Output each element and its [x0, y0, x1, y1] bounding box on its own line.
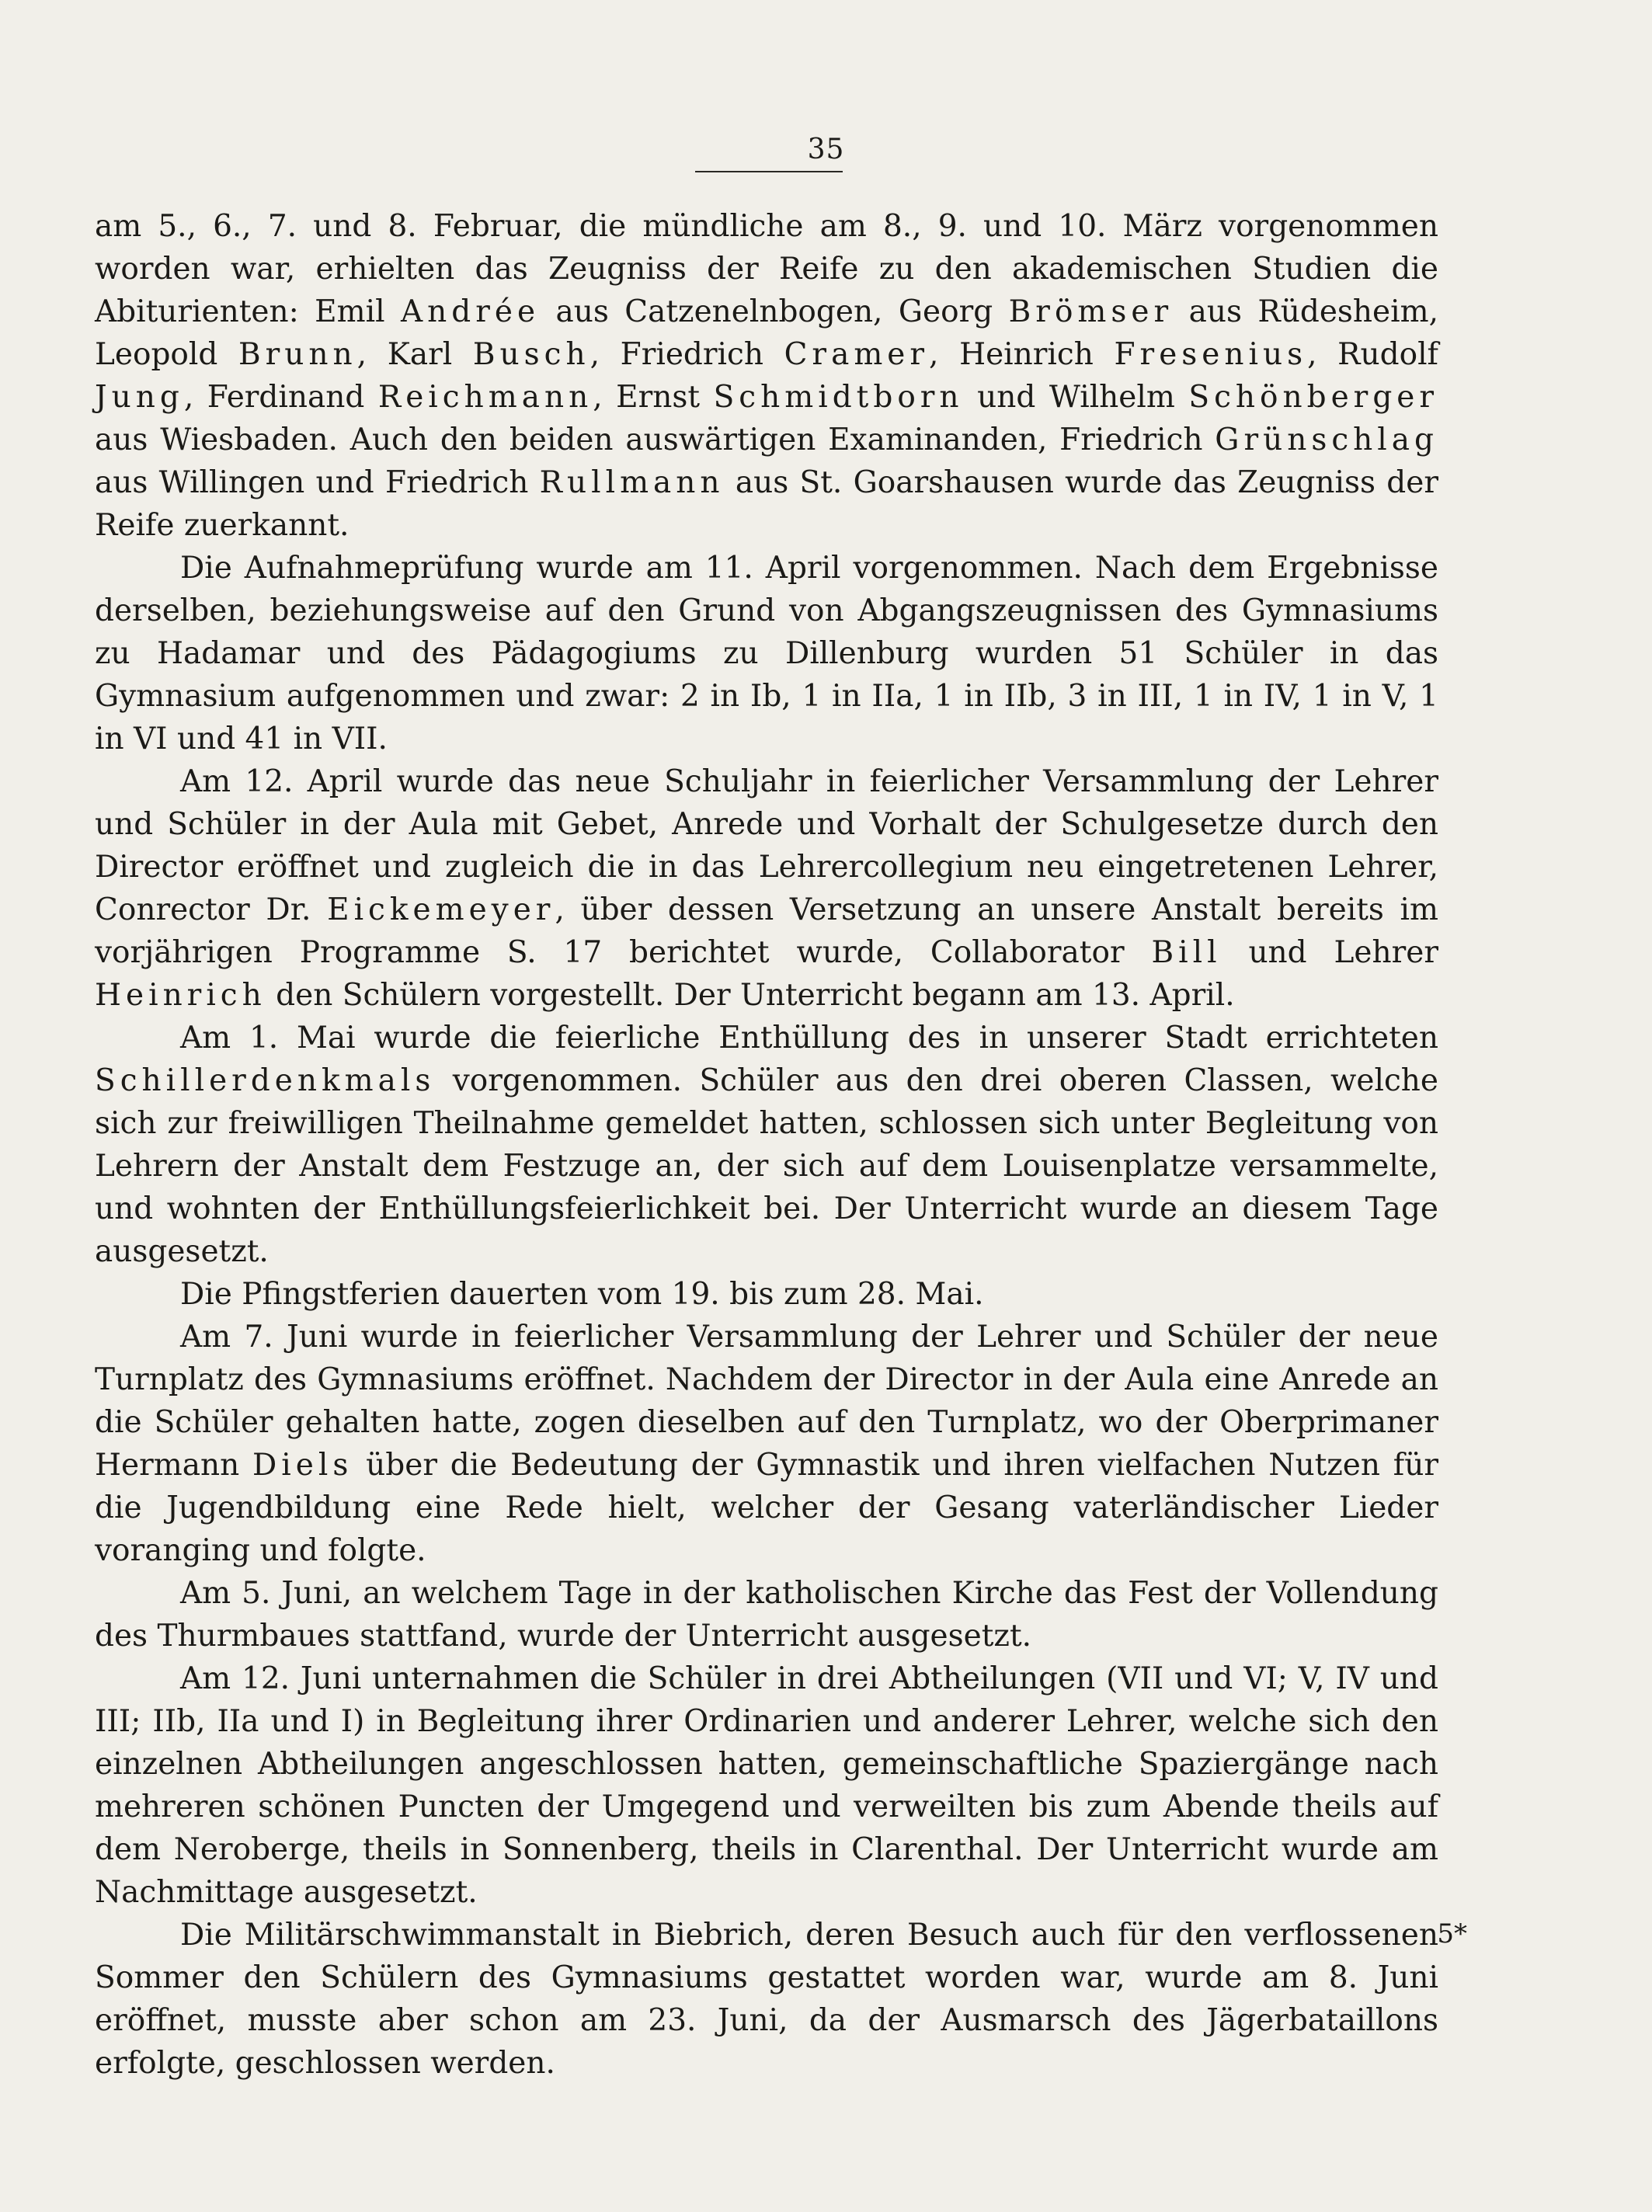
spaced-name: Schillerdenkmals — [95, 1063, 436, 1098]
paragraph — [95, 205, 1438, 547]
text-run: , über dessen Versetzung an unsere Anstalt bereits im vorjährigen Programme S. 17 berichtet wurde, Collaborator — [95, 892, 1438, 970]
spaced-name: Grünschlag — [1215, 423, 1438, 457]
text-run: aus Wiesbaden. Auch den beiden auswärtigen Examinanden, Friedrich — [95, 423, 1216, 457]
spaced-name: Brömser — [1008, 294, 1174, 329]
spaced-name: Reichmann — [377, 380, 593, 415]
spaced-name: Schmidtborn — [713, 380, 964, 415]
text-run: aus Willingen und Friedrich — [95, 465, 540, 500]
spaced-name: Heinrich — [95, 978, 266, 1013]
text-run: , Ernst — [593, 380, 714, 415]
spaced-name: Bill — [1151, 935, 1222, 970]
spaced-name: Brunn — [238, 337, 357, 372]
paragraph — [95, 760, 1438, 1017]
text-run: über die Bedeutung der Gymnastik und ihren vielfachen Nutzen für die Jugendbildung eine Rede hielt, welcher der Gesang vaterländischer Lieder voranging und folgte. — [95, 1448, 1438, 1568]
paragraph — [95, 547, 1438, 760]
spaced-name: Eickemeyer — [327, 892, 555, 927]
page-number-rule — [695, 171, 843, 172]
spaced-name: Fresenius — [1114, 337, 1308, 372]
spaced-name: Jung — [95, 380, 184, 415]
paragraph — [95, 1017, 1438, 1273]
spaced-name: Schönberger — [1188, 380, 1439, 415]
spaced-name: Rullmann — [539, 465, 725, 500]
text-run: , Heinrich — [929, 337, 1115, 372]
text-run: Am 12. Juni unternahmen die Schüler in drei Abtheilungen (VII und VI; V, IV und III; IIb, IIa und I) in Begleitung ihrer Ordinarien und anderer Lehrer, welche sich den einzelnen Abtheilungen angeschlossen hatten, gemeinschaftliche Spaziergänge nach mehreren schönen Puncten der Umgegend und verweilten bis zum Abende theils auf dem Neroberge, theils in Sonnenberg, theils in Clarenthal. Der Unterricht wurde am Nachmittage ausgesetzt. — [95, 1661, 1438, 1910]
text-run: aus Rüdesheim, Leopold — [95, 294, 1438, 372]
paragraph — [95, 1316, 1438, 1572]
text-run: Am 5. Juni, an welchem Tage in der katholischen Kirche das Fest der Vollendung des Thurmbaues stattfand, wurde der Unterricht ausgesetzt. — [95, 1576, 1438, 1654]
paragraph — [95, 1914, 1438, 2085]
paragraph — [95, 1657, 1438, 1914]
text-run: , Friedrich — [590, 337, 784, 372]
text-run: und Lehrer — [1221, 935, 1438, 970]
paragraph — [95, 1572, 1438, 1657]
text-run: , Ferdinand — [183, 380, 378, 415]
text-run: , Rudolf — [1307, 337, 1438, 372]
text-run: Am 7. Juni wurde in feierlicher Versammlung der Lehrer und Schüler der neue Turnplatz des Gymnasiums eröffnet. Nachdem der Director in der Aula eine Anrede an die Schüler gehalten hatte, zogen dieselben auf den Turnplatz, wo der Oberprimaner Hermann — [95, 1320, 1438, 1483]
text-run: aus Catzenelnbogen, Georg — [540, 294, 1009, 329]
text-run: Die Aufnahmeprüfung wurde am 11. April vorgenommen. Nach dem Ergebnisse derselben, beziehungsweise auf den Grund von Abgangszeugnissen des Gymnasiums zu Hadamar und des Pädagogiums zu Dillenburg wurden 51 Schüler in das Gymnasium aufgenommen und zwar: 2 in Ib, 1 in IIa, 1 in IIb, 3 in III, 1 in IV, 1 in V, 1 in VI und 41 in VII. — [95, 551, 1438, 756]
page-number: 35 — [807, 134, 845, 165]
printer-signature: 5* — [1437, 1918, 1467, 1949]
text-run: Am 12. April wurde das neue Schuljahr in feierlicher Versammlung der Lehrer und Schüler in der Aula mit Gebet, Anrede und Vorhalt der Schulgesetze durch den Director eröffnet und zugleich die in das Lehrercollegium neu eingetretenen Lehrer, Conrector Dr. — [95, 764, 1438, 927]
text-run: Am 1. Mai wurde die feierliche Enthüllung des in unserer Stadt errichteten — [180, 1021, 1438, 1056]
text-run: Die Pfingstferien dauerten vom 19. bis zum 28. Mai. — [180, 1277, 984, 1312]
spaced-name: Andrée — [400, 294, 541, 329]
text-run: am 5., 6., 7. und 8. Februar, die mündliche am 8., 9. und 10. März vorgenommen worden war, erhielten das Zeugniss der Reife zu den akademischen Studien die Abiturienten: Emil — [95, 209, 1438, 329]
spaced-name: Diels — [252, 1448, 353, 1483]
text-run: Die Militärschwimmanstalt in Biebrich, deren Besuch auch für den verflossenen Sommer den Schülern des Gymnasiums gestattet worden war, wurde am 8. Juni eröffnet, musste aber schon am 23. Juni, da der Ausmarsch des Jägerbataillons erfolgte, geschlossen werden. — [95, 1918, 1438, 2081]
text-run: und Wilhelm — [963, 380, 1189, 415]
text-run: den Schülern vorgestellt. Der Unterricht begann am 13. April. — [266, 978, 1235, 1013]
paragraph — [95, 1273, 1438, 1316]
spaced-name: Cramer — [784, 337, 930, 372]
text-run: vorgenommen. Schüler aus den drei oberen Classen, welche sich zur freiwilligen Theilnahme gemeldet hatten, schlossen sich unter Begleitung von Lehrern der Anstalt dem Festzuge an, der sich auf dem Louisenplatze versammelte, und wohnten der Enthüllungsfeierlichkeit bei. Der Unterricht wurde an diesem Tage ausgesetzt. — [95, 1063, 1438, 1269]
spaced-name: Busch — [472, 337, 590, 372]
text-run: aus St. Goarshausen wurde das Zeugniss der Reife zuerkannt. — [95, 465, 1438, 543]
text-run: , Karl — [356, 337, 473, 372]
body-text — [95, 205, 1438, 2085]
